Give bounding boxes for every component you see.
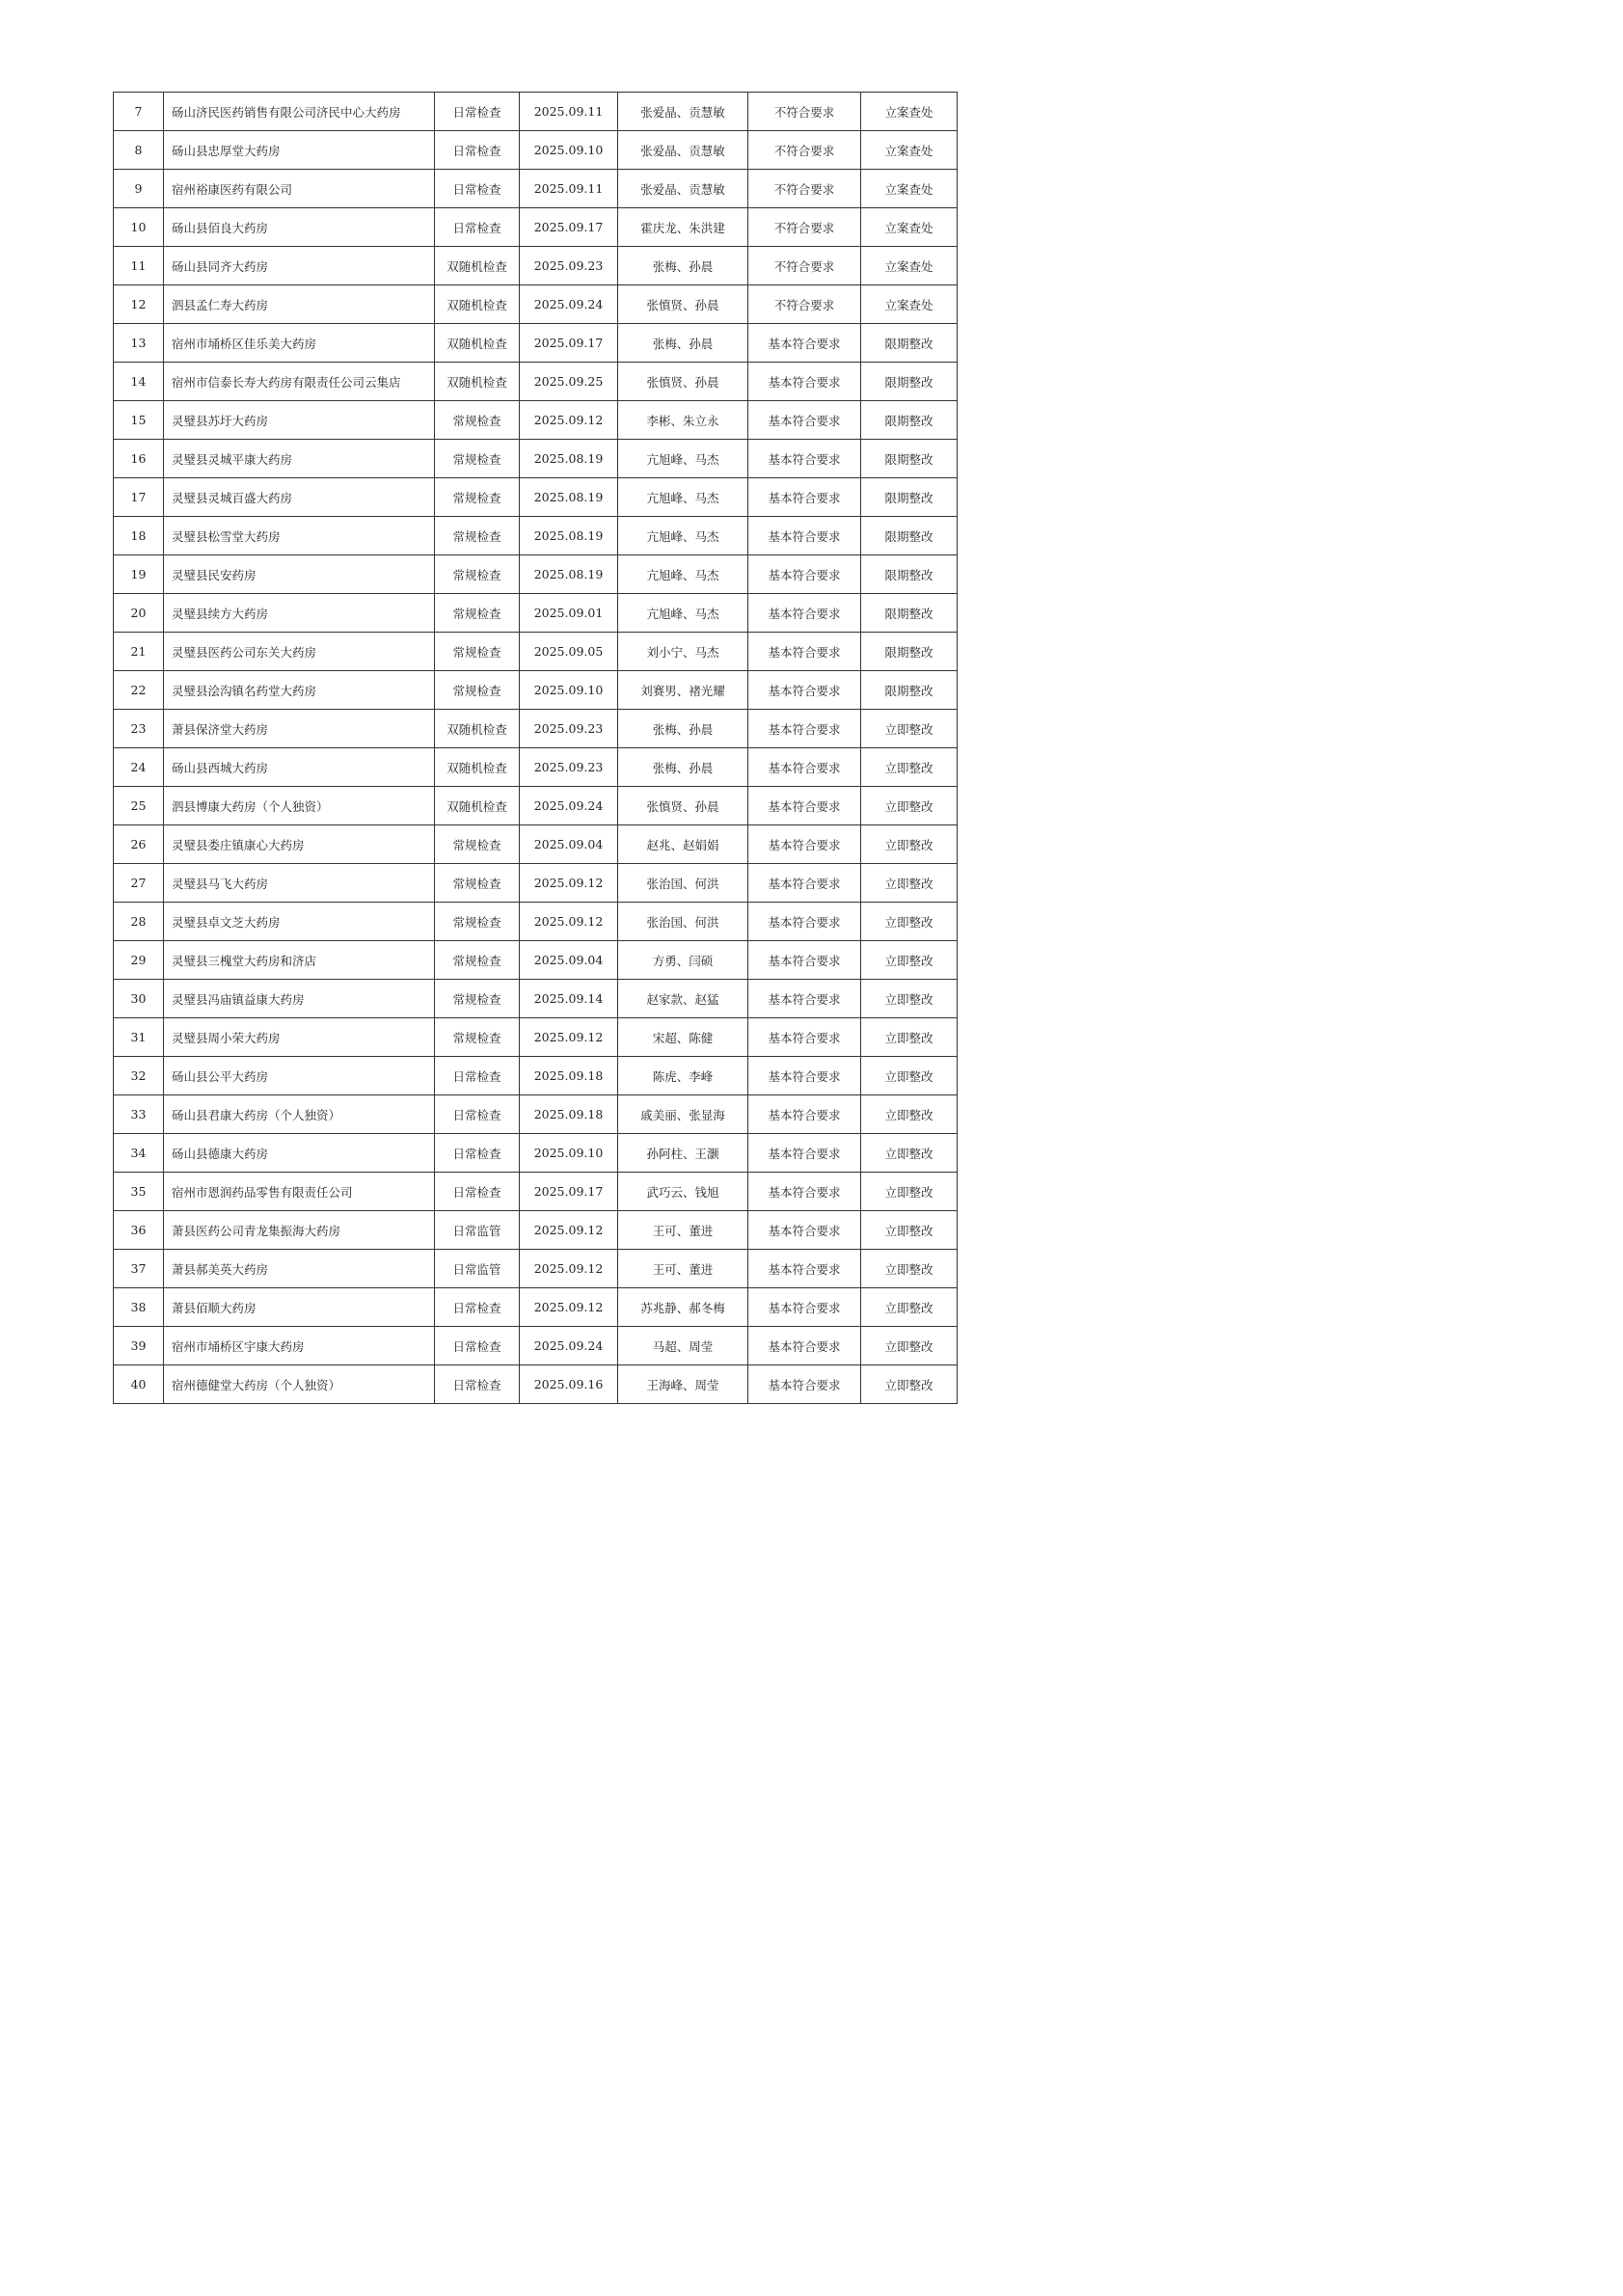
inspection-date-cell: 2025.09.12 [520,401,618,440]
table-row [114,980,958,1018]
row-number-cell: 28 [114,903,164,941]
table-row [114,1095,958,1134]
row-number-cell: 26 [114,825,164,864]
pharmacy-name-cell: 灵璧县苏圩大药房 [164,401,435,440]
action-cell: 限期整改 [861,555,958,594]
result-cell: 基本符合要求 [748,555,861,594]
table-row [114,1365,958,1404]
result-cell: 基本符合要求 [748,1057,861,1095]
inspectors-cell: 方勇、闫硕 [618,941,748,980]
pharmacy-name-cell: 灵璧县浍沟镇名药堂大药房 [164,671,435,710]
action-cell: 立即整改 [861,1365,958,1404]
action-cell: 限期整改 [861,440,958,478]
pharmacy-name-cell: 宿州市埇桥区宇康大药房 [164,1327,435,1365]
action-cell: 立即整改 [861,903,958,941]
table-row [114,208,958,247]
result-cell: 基本符合要求 [748,864,861,903]
action-cell: 立即整改 [861,941,958,980]
result-cell: 不符合要求 [748,208,861,247]
pharmacy-name-cell: 灵璧县冯庙镇益康大药房 [164,980,435,1018]
row-number-cell: 21 [114,633,164,671]
inspection-date-cell: 2025.08.19 [520,555,618,594]
pharmacy-name-cell: 灵璧县医药公司东关大药房 [164,633,435,671]
inspection-type-cell: 日常检查 [435,170,520,208]
result-cell: 不符合要求 [748,93,861,131]
inspection-date-cell: 2025.09.12 [520,864,618,903]
inspection-type-cell: 日常检查 [435,1134,520,1173]
table-row [114,864,958,903]
row-number-cell: 20 [114,594,164,633]
action-cell: 立即整改 [861,1173,958,1211]
row-number-cell: 18 [114,517,164,555]
result-cell: 基本符合要求 [748,440,861,478]
result-cell: 基本符合要求 [748,594,861,633]
inspection-date-cell: 2025.09.18 [520,1057,618,1095]
result-cell: 基本符合要求 [748,633,861,671]
pharmacy-name-cell: 萧县保济堂大药房 [164,710,435,748]
result-cell: 基本符合要求 [748,478,861,517]
result-cell: 基本符合要求 [748,1134,861,1173]
inspectors-cell: 霍庆龙、朱洪建 [618,208,748,247]
pharmacy-name-cell: 灵璧县三槐堂大药房和济店 [164,941,435,980]
result-cell: 基本符合要求 [748,748,861,787]
table-row [114,1250,958,1288]
row-number-cell: 8 [114,131,164,170]
row-number-cell: 17 [114,478,164,517]
inspection-type-cell: 常规检查 [435,980,520,1018]
table-row [114,1018,958,1057]
inspection-date-cell: 2025.09.04 [520,941,618,980]
inspection-date-cell: 2025.09.12 [520,1288,618,1327]
row-number-cell: 30 [114,980,164,1018]
inspection-type-cell: 双随机检查 [435,324,520,363]
result-cell: 基本符合要求 [748,671,861,710]
action-cell: 立案查处 [861,131,958,170]
inspectors-cell: 宋超、陈健 [618,1018,748,1057]
result-cell: 基本符合要求 [748,980,861,1018]
row-number-cell: 7 [114,93,164,131]
inspection-date-cell: 2025.09.16 [520,1365,618,1404]
result-cell: 基本符合要求 [748,825,861,864]
pharmacy-name-cell: 宿州德健堂大药房（个人独资） [164,1365,435,1404]
table-body [114,93,958,1404]
inspection-date-cell: 2025.09.23 [520,748,618,787]
inspectors-cell: 张慎贤、孙晨 [618,363,748,401]
pharmacy-name-cell: 灵璧县周小荣大药房 [164,1018,435,1057]
inspection-type-cell: 常规检查 [435,440,520,478]
inspectors-cell: 张爱晶、贡慧敏 [618,93,748,131]
pharmacy-name-cell: 砀山县佰良大药房 [164,208,435,247]
inspection-type-cell: 日常检查 [435,1288,520,1327]
inspection-date-cell: 2025.09.12 [520,1250,618,1288]
row-number-cell: 14 [114,363,164,401]
action-cell: 立案查处 [861,208,958,247]
table-row [114,324,958,363]
table-row [114,1134,958,1173]
action-cell: 立即整改 [861,1134,958,1173]
table-row [114,363,958,401]
pharmacy-name-cell: 宿州市恩润药品零售有限责任公司 [164,1173,435,1211]
inspection-date-cell: 2025.09.23 [520,710,618,748]
result-cell: 不符合要求 [748,131,861,170]
inspection-date-cell: 2025.09.24 [520,1327,618,1365]
inspectors-cell: 张爱晶、贡慧敏 [618,170,748,208]
row-number-cell: 33 [114,1095,164,1134]
inspection-type-cell: 常规检查 [435,633,520,671]
pharmacy-name-cell: 砀山县忠厚堂大药房 [164,131,435,170]
result-cell: 基本符合要求 [748,401,861,440]
inspectors-cell: 王可、董进 [618,1211,748,1250]
inspectors-cell: 张爱晶、贡慧敏 [618,131,748,170]
inspectors-cell: 张慎贤、孙晨 [618,787,748,825]
result-cell: 基本符合要求 [748,1095,861,1134]
pharmacy-name-cell: 泗县博康大药房（个人独资） [164,787,435,825]
result-cell: 不符合要求 [748,247,861,285]
result-cell: 基本符合要求 [748,1211,861,1250]
action-cell: 立即整改 [861,1095,958,1134]
row-number-cell: 32 [114,1057,164,1095]
inspectors-cell: 张梅、孙晨 [618,324,748,363]
inspection-date-cell: 2025.09.23 [520,247,618,285]
action-cell: 限期整改 [861,401,958,440]
result-cell: 基本符合要求 [748,787,861,825]
table-row [114,247,958,285]
pharmacy-name-cell: 灵璧县马飞大药房 [164,864,435,903]
table-row [114,170,958,208]
inspection-type-cell: 常规检查 [435,903,520,941]
inspectors-cell: 张治国、何洪 [618,864,748,903]
inspection-type-cell: 日常检查 [435,1095,520,1134]
inspection-type-cell: 常规检查 [435,941,520,980]
pharmacy-name-cell: 萧县佰顺大药房 [164,1288,435,1327]
pharmacy-name-cell: 砀山县君康大药房（个人独资） [164,1095,435,1134]
inspectors-cell: 亢旭峰、马杰 [618,478,748,517]
action-cell: 立即整改 [861,787,958,825]
pharmacy-name-cell: 萧县医药公司青龙集振海大药房 [164,1211,435,1250]
inspection-date-cell: 2025.09.24 [520,285,618,324]
table-row [114,131,958,170]
action-cell: 立即整改 [861,710,958,748]
action-cell: 立即整改 [861,1211,958,1250]
action-cell: 立即整改 [861,864,958,903]
inspection-date-cell: 2025.09.12 [520,903,618,941]
pharmacy-name-cell: 宿州裕康医药有限公司 [164,170,435,208]
action-cell: 立即整改 [861,1018,958,1057]
inspection-date-cell: 2025.09.10 [520,1134,618,1173]
inspection-date-cell: 2025.09.17 [520,324,618,363]
inspection-type-cell: 双随机检查 [435,285,520,324]
inspection-date-cell: 2025.09.17 [520,1173,618,1211]
table-row [114,1057,958,1095]
action-cell: 限期整改 [861,633,958,671]
table-row [114,1288,958,1327]
pharmacy-name-cell: 砀山县西城大药房 [164,748,435,787]
inspectors-cell: 亢旭峰、马杰 [618,440,748,478]
inspectors-cell: 亢旭峰、马杰 [618,517,748,555]
table-row [114,1173,958,1211]
table-row [114,825,958,864]
inspection-type-cell: 双随机检查 [435,748,520,787]
result-cell: 不符合要求 [748,170,861,208]
action-cell: 限期整改 [861,517,958,555]
inspection-date-cell: 2025.09.12 [520,1211,618,1250]
row-number-cell: 31 [114,1018,164,1057]
inspection-type-cell: 日常检查 [435,1365,520,1404]
inspectors-cell: 刘小宁、马杰 [618,633,748,671]
inspection-type-cell: 常规检查 [435,555,520,594]
pharmacy-name-cell: 泗县孟仁寿大药房 [164,285,435,324]
inspectors-cell: 戚美丽、张显海 [618,1095,748,1134]
inspectors-cell: 亢旭峰、马杰 [618,594,748,633]
pharmacy-name-cell: 灵璧县灵城平康大药房 [164,440,435,478]
result-cell: 基本符合要求 [748,324,861,363]
table-row [114,401,958,440]
inspection-date-cell: 2025.09.17 [520,208,618,247]
inspection-type-cell: 常规检查 [435,401,520,440]
inspection-type-cell: 日常检查 [435,1327,520,1365]
table-row [114,787,958,825]
result-cell: 基本符合要求 [748,903,861,941]
inspectors-cell: 张慎贤、孙晨 [618,285,748,324]
table-row [114,93,958,131]
row-number-cell: 37 [114,1250,164,1288]
inspection-date-cell: 2025.09.11 [520,93,618,131]
inspection-type-cell: 日常检查 [435,93,520,131]
inspectors-cell: 刘赛男、褚光耀 [618,671,748,710]
action-cell: 立即整改 [861,1250,958,1288]
action-cell: 立案查处 [861,170,958,208]
action-cell: 限期整改 [861,324,958,363]
inspection-date-cell: 2025.09.11 [520,170,618,208]
inspectors-cell: 王海峰、周莹 [618,1365,748,1404]
result-cell: 基本符合要求 [748,941,861,980]
table-row [114,285,958,324]
table-row [114,440,958,478]
pharmacy-name-cell: 砀山县公平大药房 [164,1057,435,1095]
inspectors-cell: 王可、董进 [618,1250,748,1288]
inspection-date-cell: 2025.09.14 [520,980,618,1018]
inspectors-cell: 张梅、孙晨 [618,710,748,748]
action-cell: 限期整改 [861,671,958,710]
inspection-date-cell: 2025.09.10 [520,131,618,170]
row-number-cell: 39 [114,1327,164,1365]
action-cell: 限期整改 [861,478,958,517]
inspectors-cell: 武巧云、钱旭 [618,1173,748,1211]
inspection-type-cell: 常规检查 [435,825,520,864]
inspectors-cell: 张治国、何洪 [618,903,748,941]
inspectors-cell: 亢旭峰、马杰 [618,555,748,594]
inspection-type-cell: 双随机检查 [435,363,520,401]
inspection-date-cell: 2025.09.01 [520,594,618,633]
pharmacy-name-cell: 砀山县同齐大药房 [164,247,435,285]
row-number-cell: 27 [114,864,164,903]
inspection-type-cell: 常规检查 [435,594,520,633]
result-cell: 基本符合要求 [748,517,861,555]
result-cell: 基本符合要求 [748,1173,861,1211]
inspection-date-cell: 2025.09.24 [520,787,618,825]
row-number-cell: 23 [114,710,164,748]
inspection-type-cell: 日常检查 [435,1173,520,1211]
inspectors-cell: 张梅、孙晨 [618,247,748,285]
inspection-type-cell: 日常检查 [435,1057,520,1095]
inspection-type-cell: 常规检查 [435,478,520,517]
table-row [114,1211,958,1250]
pharmacy-name-cell: 灵璧县灵城百盛大药房 [164,478,435,517]
table-row [114,594,958,633]
result-cell: 基本符合要求 [748,1018,861,1057]
action-cell: 立即整改 [861,980,958,1018]
inspection-type-cell: 日常监管 [435,1250,520,1288]
row-number-cell: 13 [114,324,164,363]
row-number-cell: 36 [114,1211,164,1250]
pharmacy-name-cell: 灵璧县卓文芝大药房 [164,903,435,941]
inspection-type-cell: 常规检查 [435,671,520,710]
row-number-cell: 34 [114,1134,164,1173]
table-row [114,941,958,980]
inspectors-cell: 李彬、朱立永 [618,401,748,440]
result-cell: 基本符合要求 [748,1327,861,1365]
inspection-type-cell: 日常检查 [435,208,520,247]
pharmacy-name-cell: 宿州市埇桥区佳乐美大药房 [164,324,435,363]
inspection-date-cell: 2025.09.04 [520,825,618,864]
pharmacy-name-cell: 萧县郝美英大药房 [164,1250,435,1288]
inspectors-cell: 马超、周莹 [618,1327,748,1365]
table-row [114,903,958,941]
inspection-type-cell: 日常监管 [435,1211,520,1250]
row-number-cell: 29 [114,941,164,980]
action-cell: 立案查处 [861,247,958,285]
row-number-cell: 40 [114,1365,164,1404]
pharmacy-name-cell: 砀山县德康大药房 [164,1134,435,1173]
table-row [114,1327,958,1365]
inspection-date-cell: 2025.09.12 [520,1018,618,1057]
inspection-type-cell: 双随机检查 [435,787,520,825]
row-number-cell: 12 [114,285,164,324]
row-number-cell: 11 [114,247,164,285]
action-cell: 立即整改 [861,825,958,864]
row-number-cell: 35 [114,1173,164,1211]
inspection-type-cell: 常规检查 [435,517,520,555]
result-cell: 不符合要求 [748,285,861,324]
action-cell: 立即整改 [861,1057,958,1095]
table-row [114,555,958,594]
row-number-cell: 16 [114,440,164,478]
pharmacy-name-cell: 灵璧县娄庄镇康心大药房 [164,825,435,864]
table-row [114,671,958,710]
inspection-results-table [113,92,958,1404]
inspectors-cell: 赵家款、赵猛 [618,980,748,1018]
inspection-date-cell: 2025.08.19 [520,517,618,555]
table-row [114,478,958,517]
result-cell: 基本符合要求 [748,1288,861,1327]
pharmacy-name-cell: 宿州市信泰长寿大药房有限责任公司云集店 [164,363,435,401]
result-cell: 基本符合要求 [748,710,861,748]
inspectors-cell: 苏兆静、郝冬梅 [618,1288,748,1327]
result-cell: 基本符合要求 [748,1365,861,1404]
row-number-cell: 24 [114,748,164,787]
row-number-cell: 10 [114,208,164,247]
inspection-type-cell: 双随机检查 [435,247,520,285]
row-number-cell: 38 [114,1288,164,1327]
row-number-cell: 19 [114,555,164,594]
row-number-cell: 25 [114,787,164,825]
row-number-cell: 15 [114,401,164,440]
inspection-date-cell: 2025.09.10 [520,671,618,710]
inspection-type-cell: 常规检查 [435,864,520,903]
action-cell: 限期整改 [861,363,958,401]
row-number-cell: 9 [114,170,164,208]
table-row [114,517,958,555]
inspection-date-cell: 2025.09.18 [520,1095,618,1134]
inspection-date-cell: 2025.09.25 [520,363,618,401]
inspection-date-cell: 2025.08.19 [520,440,618,478]
action-cell: 立案查处 [861,285,958,324]
table-row [114,710,958,748]
inspectors-cell: 孙阿柱、王灏 [618,1134,748,1173]
action-cell: 立即整改 [861,748,958,787]
inspectors-cell: 张梅、孙晨 [618,748,748,787]
table-row [114,633,958,671]
inspection-type-cell: 双随机检查 [435,710,520,748]
action-cell: 立即整改 [861,1288,958,1327]
action-cell: 立案查处 [861,93,958,131]
pharmacy-name-cell: 砀山济民医药销售有限公司济民中心大药房 [164,93,435,131]
pharmacy-name-cell: 灵璧县松雪堂大药房 [164,517,435,555]
pharmacy-name-cell: 灵璧县续方大药房 [164,594,435,633]
result-cell: 基本符合要求 [748,1250,861,1288]
row-number-cell: 22 [114,671,164,710]
inspection-date-cell: 2025.09.05 [520,633,618,671]
inspection-date-cell: 2025.08.19 [520,478,618,517]
action-cell: 立即整改 [861,1327,958,1365]
inspection-type-cell: 常规检查 [435,1018,520,1057]
inspection-type-cell: 日常检查 [435,131,520,170]
pharmacy-name-cell: 灵璧县民安药房 [164,555,435,594]
table-row [114,748,958,787]
inspectors-cell: 赵兆、赵娟娟 [618,825,748,864]
action-cell: 限期整改 [861,594,958,633]
inspectors-cell: 陈虎、李峰 [618,1057,748,1095]
result-cell: 基本符合要求 [748,363,861,401]
